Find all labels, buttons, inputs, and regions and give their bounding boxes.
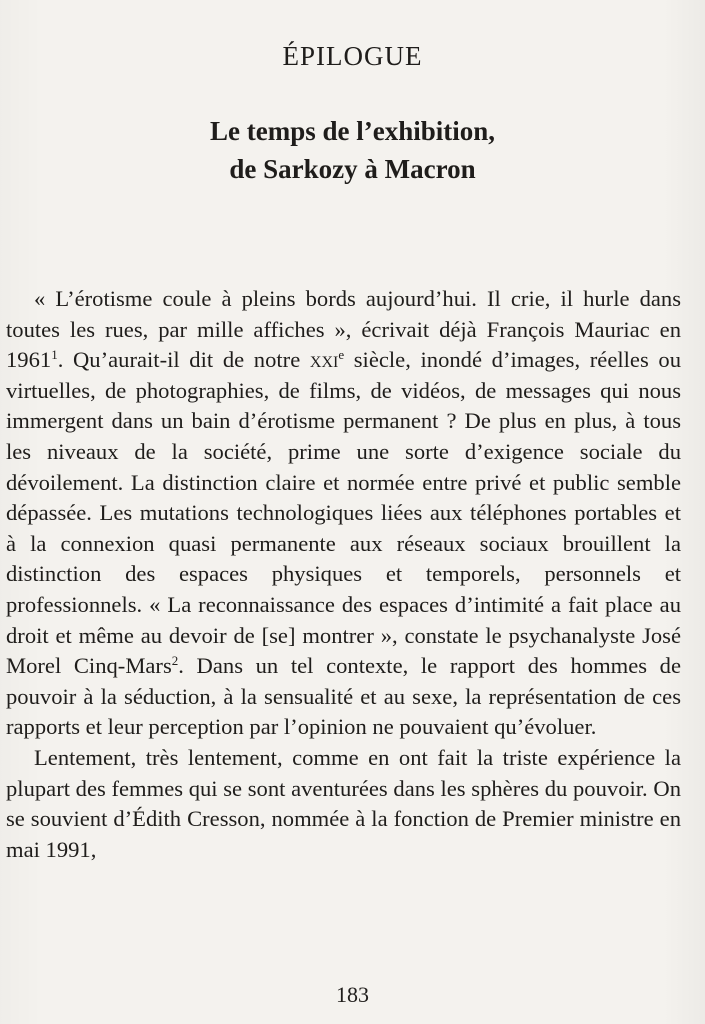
paragraph-1-text-b: . Qu’aurait-il dit de notre xyxy=(57,347,310,373)
chapter-title-line-1: Le temps de l’exhibition, xyxy=(209,116,495,146)
century-numeral: xxi xyxy=(309,347,339,373)
paragraph-1 xyxy=(6,284,681,743)
paragraph-2: Lentement, très lentement, comme en ont fait la triste expérience la plupart des femmes qui se sont aventurées dans les sphères du pouvoir. On se souvient d’Édith Cresson, nommée à la fonction de Premier ministre en mai 1991, xyxy=(6,744,681,862)
body-text xyxy=(6,284,681,865)
paragraph-1-text-a: « L’érotisme coule à pleins bords aujourd’hui. Il crie, il hurle dans toutes les rues, par mille affiches », écrivait déjà François Mauriac en 1961 xyxy=(6,286,681,373)
footnote-ref-2: 2 xyxy=(171,653,179,669)
chapter-title xyxy=(0,112,705,188)
century-suffix: e xyxy=(338,347,345,363)
paragraph-1-text-c: siècle, inondé d’images, réelles ou virtuelles, de photographies, de films, de vidéos, de messages qui nous immergent dans un bain d’érotisme permanent ? De plus en plus, à tous les niveaux de la société, prime une sorte d’exigence sociale du dévoilement. La distinction claire et normée entre privé et public semble dépassée. Les mutations technologiques liées aux téléphones portables et à la connexion quasi permanente aux réseaux sociaux brouillent la distinction des espaces physiques et temporels, personnels et professionnels. « La reconnaissance des espaces d’intimité a fait place au droit et même au devoir de [se] montrer », constate le psychanalyste José Morel Cinq-Mars xyxy=(6,347,681,679)
chapter-label: ÉPILOGUE xyxy=(282,41,423,71)
page-number: 183 xyxy=(336,982,369,1007)
footnote-ref-1: 1 xyxy=(51,347,58,363)
chapter-title-line-2: de Sarkozy à Macron xyxy=(229,154,476,184)
paragraph-1-text-d: . Dans un tel contexte, le rapport des hommes de pouvoir à la séduction, à la sensualité et au sexe, la représentation de ces rapports et leur perception par l’opinion ne pouvaient qu’évoluer. xyxy=(6,653,682,740)
